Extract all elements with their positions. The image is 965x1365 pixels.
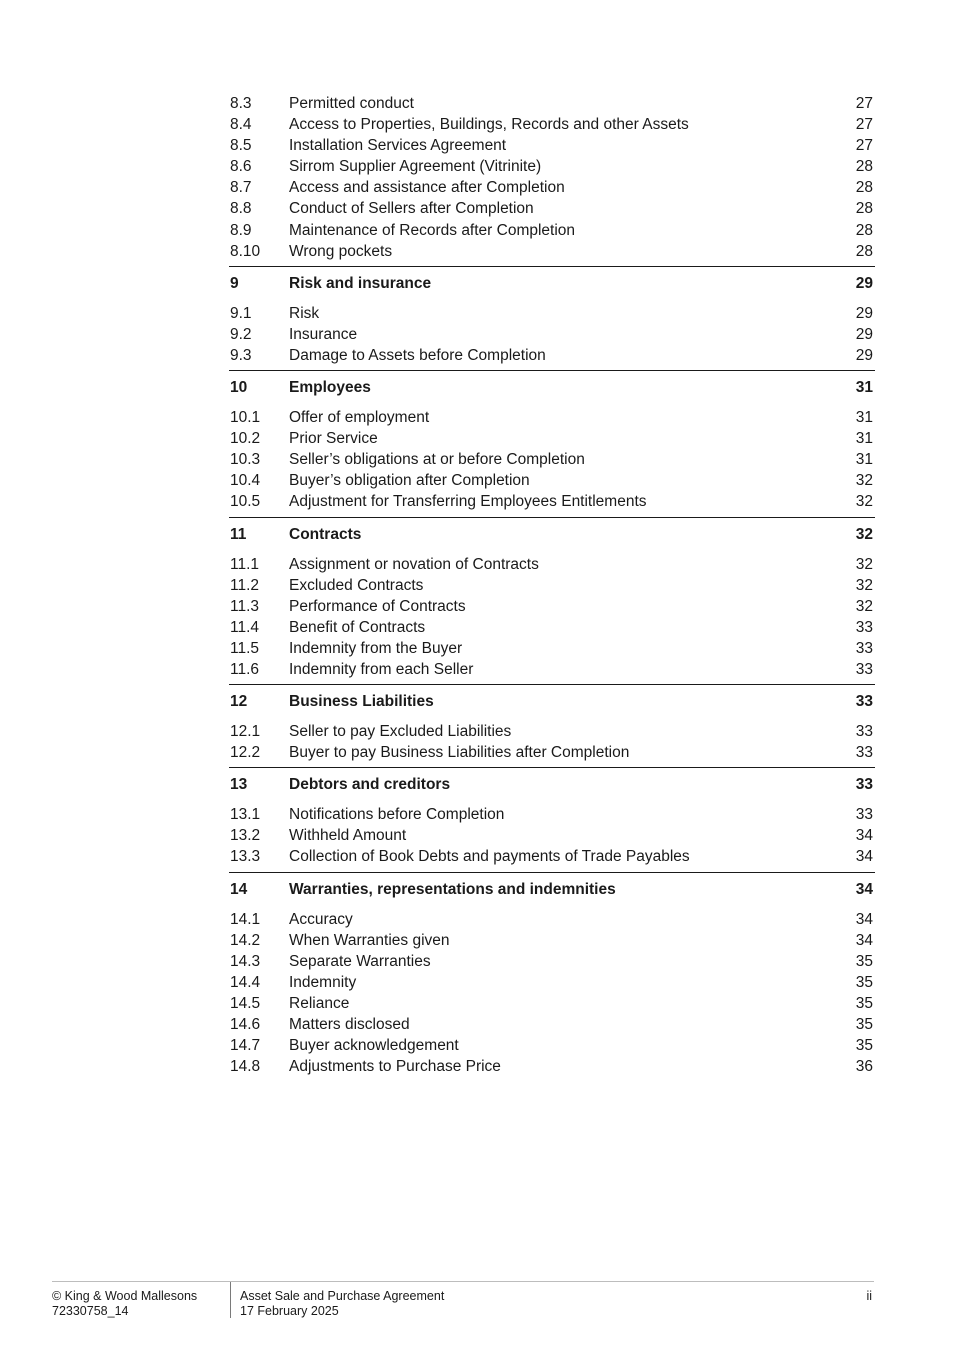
toc-entry-page: 34 [855, 827, 873, 845]
toc-entry-title: Access to Properties, Buildings, Records and other Assets [289, 116, 689, 134]
toc-entry-page: 27 [855, 116, 873, 134]
toc-entry-title: Seller’s obligations at or before Completion [289, 451, 585, 469]
toc-entry-page: 29 [855, 274, 873, 292]
toc-entry-page: 32 [855, 525, 873, 543]
toc-entry-title: Collection of Book Debts and payments of Trade Payables [289, 848, 690, 866]
toc-entry-number: 14.5 [230, 994, 261, 1012]
toc-entry [229, 930, 875, 951]
toc-entry-number: 12 [230, 693, 248, 711]
toc-entry-title: Seller to pay Excluded Liabilities [289, 723, 512, 741]
toc-entry-number: 8.9 [230, 221, 252, 239]
toc-entry-page: 32 [855, 555, 873, 573]
toc-entry [229, 1014, 875, 1035]
toc-entry-page: 33 [855, 723, 873, 741]
toc-entry-page: 34 [855, 880, 873, 898]
toc-entry-page: 27 [855, 137, 873, 155]
footer-firm [52, 1289, 227, 1319]
toc-entry-number: 12.2 [230, 744, 261, 762]
toc-entry [229, 617, 875, 638]
toc-entry-number: 10.4 [230, 472, 261, 490]
toc-entry-number: 8.7 [230, 179, 252, 197]
toc-entry-page: 27 [855, 95, 873, 112]
toc-entry-title: Conduct of Sellers after Completion [289, 200, 534, 218]
toc-entry [229, 993, 875, 1014]
toc-entry-title: Risk [289, 304, 320, 322]
toc-entry [229, 345, 875, 366]
toc-entry [229, 93, 875, 114]
toc-entry-title: Permitted conduct [289, 95, 414, 112]
toc-entry-page: 33 [855, 639, 873, 657]
toc-entry [229, 449, 875, 470]
toc-section [229, 266, 875, 366]
toc-entry-page: 34 [855, 848, 873, 866]
toc-entry-page: 35 [855, 1016, 873, 1033]
toc-entry-number: 10.1 [230, 409, 261, 427]
toc-entry [229, 951, 875, 972]
toc-entry-page: 32 [855, 472, 873, 490]
footer-copyright: © King & Wood Mallesons [52, 1289, 198, 1303]
toc-entry-number: 14.6 [230, 1016, 261, 1033]
toc-entry-title: Matters disclosed [289, 1016, 410, 1033]
toc-entry-title: Separate Warranties [289, 952, 431, 970]
toc-entry-title: Indemnity from each Seller [289, 660, 474, 678]
toc-entry [229, 721, 875, 742]
toc-entry-title: Maintenance of Records after Completion [289, 221, 576, 239]
toc-entry-page: 32 [855, 597, 873, 615]
toc-entry-title: Damage to Assets before Completion [289, 346, 546, 364]
toc-entry-number: 9.3 [230, 346, 252, 364]
toc-entry-number: 13.2 [230, 827, 261, 845]
toc-entry-number: 12.1 [230, 723, 261, 741]
toc-entry-number: 14 [230, 880, 248, 898]
toc-entry-page: 31 [855, 451, 873, 469]
toc-entry [229, 909, 875, 930]
toc-entry [229, 135, 875, 156]
table-of-contents [229, 93, 875, 1077]
footer-document [240, 1289, 444, 1319]
toc-entry-number: 11 [230, 525, 247, 543]
toc-entry-title: Offer of employment [289, 409, 430, 427]
toc-entry-page: 32 [855, 576, 873, 594]
toc-entry [229, 742, 875, 763]
toc-entry-title: Risk and insurance [289, 274, 432, 292]
toc-entry-page: 33 [855, 776, 873, 794]
toc-entry [229, 825, 875, 846]
toc-entry-page: 29 [855, 304, 873, 322]
toc-entry-title: Adjustments to Purchase Price [289, 1058, 501, 1076]
toc-entry [229, 575, 875, 596]
toc-entry-number: 13.1 [230, 806, 261, 824]
toc-entry-page: 31 [855, 409, 873, 427]
toc-entry-number: 10.3 [230, 451, 261, 469]
toc-entry-title: Warranties, representations and indemnities [289, 880, 616, 898]
toc-entry [229, 198, 875, 219]
toc-entry-title: Prior Service [289, 430, 378, 448]
toc-entry-title: Debtors and creditors [289, 776, 451, 794]
toc-section [229, 370, 875, 512]
toc-entry-number: 14.4 [230, 973, 261, 991]
toc-entry-number: 8.8 [230, 200, 252, 218]
footer-date: 17 February 2025 [240, 1304, 339, 1318]
toc-entry [229, 324, 875, 345]
toc-entry-title: Notifications before Completion [289, 806, 505, 824]
toc-section-heading [229, 524, 875, 545]
toc-entry-title: Indemnity from the Buyer [289, 639, 463, 657]
toc-entry-page: 33 [855, 660, 873, 678]
toc-section [229, 872, 875, 1078]
toc-entry-title: Contracts [289, 525, 362, 543]
footer-divider [230, 1282, 231, 1318]
toc-entry [229, 972, 875, 993]
toc-entry-number: 11.6 [230, 660, 260, 678]
toc-entry [229, 804, 875, 825]
toc-entry-title: Wrong pockets [289, 242, 393, 260]
toc-entry-title: When Warranties given [289, 931, 450, 949]
toc-entry-title: Benefit of Contracts [289, 618, 426, 636]
toc-entry [229, 156, 875, 177]
toc-entry-page: 34 [855, 910, 873, 928]
page-footer [52, 1281, 874, 1322]
toc-entry-number: 11.1 [230, 555, 260, 573]
toc-entry-page: 28 [855, 221, 873, 239]
toc-entry-number: 10 [230, 379, 248, 397]
toc-entry-title: Buyer’s obligation after Completion [289, 472, 530, 490]
toc-section-heading [229, 879, 875, 900]
toc-entry-title: Excluded Contracts [289, 576, 424, 594]
toc-entry-number: 9.1 [230, 304, 252, 322]
toc-entry-page: 33 [855, 806, 873, 824]
toc-entry-number: 8.10 [230, 242, 261, 260]
toc-entry-page: 28 [855, 200, 873, 218]
toc-entry [229, 220, 875, 241]
toc-entry-title: Adjustment for Transferring Employees Entitlements [289, 493, 647, 511]
toc-entry [229, 428, 875, 449]
toc-entry-title: Assignment or novation of Contracts [289, 555, 539, 573]
toc-entry-title: Withheld Amount [289, 827, 407, 845]
toc-entry-number: 13.3 [230, 848, 261, 866]
footer-doc-id: 72330758_14 [52, 1304, 129, 1318]
toc-entry-page: 31 [855, 430, 873, 448]
toc-section [229, 517, 875, 681]
toc-section-heading [229, 774, 875, 795]
toc-entry-number: 8.3 [230, 95, 252, 112]
toc-entry-title: Indemnity [289, 973, 357, 991]
toc-entry-number: 11.3 [230, 597, 260, 615]
toc-entry [229, 554, 875, 575]
toc-entry-number: 9.2 [230, 325, 252, 343]
toc-entry-page: 29 [855, 346, 873, 364]
toc-entry-number: 14.8 [230, 1058, 261, 1076]
footer-page-number: ii [866, 1289, 872, 1303]
toc-entry-title: Accuracy [289, 910, 353, 928]
toc-entry-number: 11.4 [230, 618, 260, 636]
toc-entry-title: Business Liabilities [289, 693, 434, 711]
toc-entry-number: 10.5 [230, 493, 261, 511]
toc-entry-page: 29 [855, 325, 873, 343]
toc-section [229, 684, 875, 763]
toc-entry-number: 8.4 [230, 116, 252, 134]
toc-entry-number: 10.2 [230, 430, 261, 448]
toc-entry-page: 33 [855, 693, 873, 711]
toc-entry [229, 1056, 875, 1077]
toc-entry-title: Buyer to pay Business Liabilities after Completion [289, 744, 630, 762]
toc-entry-number: 13 [230, 776, 248, 794]
toc-entry [229, 638, 875, 659]
toc-entry-number: 11.5 [230, 639, 260, 657]
toc-entry-number: 14.3 [230, 952, 261, 970]
toc-entry-page: 35 [855, 973, 873, 991]
toc-entry-page: 31 [855, 379, 873, 397]
toc-entry-page: 34 [855, 931, 873, 949]
footer-doc-title: Asset Sale and Purchase Agreement [240, 1289, 445, 1303]
toc-entry [229, 659, 875, 680]
toc-entry [229, 491, 875, 512]
toc-entry-page: 36 [855, 1058, 873, 1076]
toc-entry-number: 8.6 [230, 158, 252, 176]
toc-entry [229, 241, 875, 262]
toc-entry [229, 596, 875, 617]
toc-entry-number: 14.7 [230, 1037, 261, 1055]
toc-entry [229, 303, 875, 324]
toc-entry-page: 35 [855, 952, 873, 970]
toc-entry-page: 33 [855, 744, 873, 762]
toc-entry [229, 177, 875, 198]
toc-entry-page: 28 [855, 179, 873, 197]
toc-entry [229, 407, 875, 428]
toc-entry [229, 470, 875, 491]
toc-entry-number: 14.2 [230, 931, 261, 949]
toc-entry-number: 9 [230, 274, 239, 292]
toc-entry-page: 28 [855, 158, 873, 176]
toc-entry-number: 14.1 [230, 910, 261, 928]
toc-section [229, 767, 875, 867]
toc-entry-title: Buyer acknowledgement [289, 1037, 459, 1055]
toc-section-heading [229, 273, 875, 294]
toc-entry-title: Access and assistance after Completion [289, 179, 565, 197]
toc-entry-title: Insurance [289, 325, 358, 343]
toc-entry-page: 32 [855, 493, 873, 511]
toc-entry-page: 35 [855, 1037, 873, 1055]
toc-entry [229, 846, 875, 867]
toc-entry-page: 33 [855, 618, 873, 636]
toc-entry [229, 114, 875, 135]
toc-section-heading [229, 691, 875, 712]
toc-entry-number: 8.5 [230, 137, 252, 155]
toc-entry [229, 1035, 875, 1056]
toc-entry-page: 35 [855, 994, 873, 1012]
toc-entry-title: Sirrom Supplier Agreement (Vitrinite) [289, 158, 542, 176]
toc-section-heading [229, 377, 875, 398]
toc-entry-title: Employees [289, 379, 371, 397]
toc-entry-title: Installation Services Agreement [289, 137, 507, 155]
toc-entry-title: Performance of Contracts [289, 597, 466, 615]
toc-entry-title: Reliance [289, 994, 350, 1012]
toc-entry-page: 28 [855, 242, 873, 260]
toc-entry-number: 11.2 [230, 576, 260, 594]
